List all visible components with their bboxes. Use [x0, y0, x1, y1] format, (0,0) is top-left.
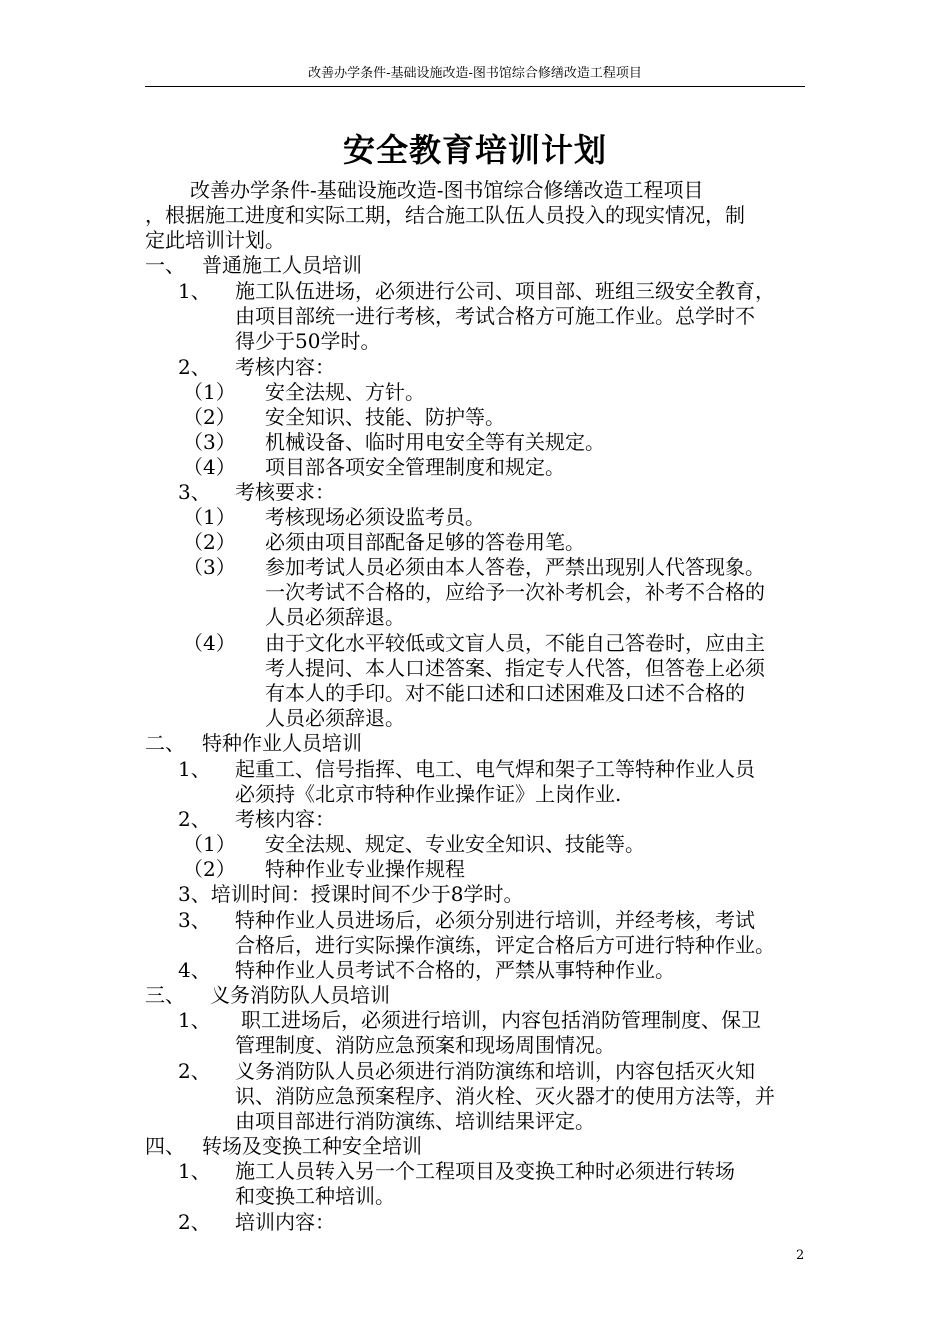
- section-2-number: 二、: [145, 731, 185, 755]
- header-rule: [145, 86, 805, 87]
- section-2-title: 特种作业人员培训: [202, 731, 362, 755]
- s1-item-1-line-2: 由项目部统一进行考核，考试合格方可施工作业。总学时不: [235, 304, 755, 328]
- s1-i2-sub-2-number: （2）: [183, 405, 236, 429]
- s1-i3-sub-3-line-3: 人员必须辞退。: [265, 605, 405, 629]
- s2-i2-sub-1-number: （1）: [183, 832, 236, 856]
- page-header: 改善办学条件-基础设施改造-图书馆综合修缮改造工程项目: [308, 66, 642, 81]
- s1-i3-sub-3-line-2: 一次考试不合格的，应给予一次补考机会，补考不合格的: [265, 580, 765, 604]
- s3-item-2-number: 2、: [178, 1059, 211, 1083]
- s1-i2-sub-4-text: 项目部各项安全管理制度和规定。: [265, 455, 565, 479]
- s3-item-2-line-3: 由项目部进行消防演练、培训结果评定。: [235, 1109, 595, 1133]
- s2-item-1-line-2: 必须持《北京市特种作业操作证》上岗作业.: [235, 782, 622, 806]
- s1-item-3-number: 3、: [178, 480, 211, 504]
- s1-i3-sub-4-line-2: 考人提问、本人口述答案、指定专人代答，但答卷上必须: [265, 656, 765, 680]
- s2-item-2-label: 考核内容：: [235, 807, 335, 831]
- s2-training-time: 3、培训时间：授课时间不少于8学时。: [178, 882, 524, 906]
- s2-item-3-line-1: 特种作业人员进场后，必须分别进行培训，并经考核，考试: [235, 908, 755, 932]
- s1-i2-sub-1-number: （1）: [183, 380, 236, 404]
- s2-item-2-number: 2、: [178, 807, 211, 831]
- section-3-number: 三、: [145, 983, 185, 1007]
- s1-item-2-label: 考核内容：: [235, 355, 335, 379]
- s4-item-2-number: 2、: [178, 1210, 211, 1234]
- s1-i3-sub-3-number: （3）: [183, 555, 236, 579]
- s3-item-1-number: 1、: [178, 1008, 211, 1032]
- s1-i3-sub-4-number: （4）: [183, 631, 236, 655]
- s1-i3-sub-1-text: 考核现场必须设监考员。: [265, 505, 485, 529]
- s1-i2-sub-1-text: 安全法规、方针。: [265, 380, 425, 404]
- s4-item-1-number: 1、: [178, 1159, 211, 1183]
- s1-i3-sub-4-line-3: 有本人的手印。对不能口述和口述困难及口述不合格的: [265, 681, 745, 705]
- s1-i3-sub-4-line-1: 由于文化水平较低或文盲人员，不能自己答卷时，应由主: [265, 631, 765, 655]
- page-number: 2: [796, 1248, 805, 1263]
- s3-item-1-line-2: 管理制度、消防应急预案和现场周围情况。: [235, 1033, 615, 1057]
- s3-item-1-line-1: 职工进场后，必须进行培训，内容包括消防管理制度、保卫: [241, 1008, 761, 1032]
- s1-i3-sub-3-line-1: 参加考试人员必须由本人答卷，严禁出现别人代答现象。: [265, 555, 765, 579]
- s3-item-2-line-1: 义务消防队人员必须进行消防演练和培训，内容包括灭火知: [235, 1059, 755, 1083]
- intro-line-1: 改善办学条件-基础设施改造-图书馆综合修缮改造工程项目: [190, 178, 704, 202]
- s2-i2-sub-1-text: 安全法规、规定、专业安全知识、技能等。: [265, 832, 645, 856]
- s1-i3-sub-2-text: 必须由项目部配备足够的答卷用笔。: [265, 530, 585, 554]
- s1-i2-sub-4-number: （4）: [183, 455, 236, 479]
- s4-item-2-text: 培训内容：: [235, 1210, 335, 1234]
- s1-i3-sub-2-number: （2）: [183, 530, 236, 554]
- section-4-title: 转场及变换工种安全培训: [202, 1134, 422, 1158]
- s1-item-1-line-1: 施工队伍进场，必须进行公司、项目部、班组三级安全教育，: [235, 279, 775, 303]
- s4-item-1-line-2: 和变换工种培训。: [235, 1184, 395, 1208]
- s2-item-4-text: 特种作业人员考试不合格的，严禁从事特种作业。: [235, 958, 675, 982]
- section-4-number: 四、: [145, 1134, 185, 1158]
- s1-i2-sub-3-text: 机械设备、临时用电安全等有关规定。: [265, 430, 605, 454]
- s1-item-2-number: 2、: [178, 355, 211, 379]
- document-title: 安全教育培训计划: [342, 131, 607, 169]
- intro-line-3: 定此培训计划。: [145, 228, 285, 252]
- section-1-number: 一、: [145, 253, 185, 277]
- s1-item-3-label: 考核要求：: [235, 480, 335, 504]
- s1-i2-sub-3-number: （3）: [183, 430, 236, 454]
- section-3-title: 义务消防队人员培训: [210, 983, 390, 1007]
- s1-item-1-number: 1、: [178, 279, 211, 303]
- section-1-title: 普通施工人员培训: [202, 253, 362, 277]
- s3-item-2-line-2: 识、消防应急预案程序、消火栓、灭火器才的使用方法等，并: [235, 1084, 775, 1108]
- intro-line-2: ，根据施工进度和实际工期，结合施工队伍人员投入的现实情况，制: [145, 203, 745, 227]
- s4-item-1-line-1: 施工人员转入另一个工程项目及变换工种时必须进行转场: [235, 1159, 735, 1183]
- s2-i2-sub-2-number: （2）: [183, 857, 236, 881]
- s1-i3-sub-4-line-4: 人员必须辞退。: [265, 706, 405, 730]
- s2-item-4-number: 4、: [178, 958, 211, 982]
- s1-i2-sub-2-text: 安全知识、技能、防护等。: [265, 405, 505, 429]
- s2-i2-sub-2-text: 特种作业专业操作规程: [265, 857, 465, 881]
- s1-item-1-line-3: 得少于50学时。: [235, 329, 381, 353]
- s2-item-3-line-2: 合格后，进行实际操作演练，评定合格后方可进行特种作业。: [235, 933, 775, 957]
- s2-item-1-number: 1、: [178, 757, 211, 781]
- s2-item-3-number: 3、: [178, 908, 211, 932]
- s1-i3-sub-1-number: （1）: [183, 505, 236, 529]
- s2-item-1-line-1: 起重工、信号指挥、电工、电气焊和架子工等特种作业人员: [235, 757, 755, 781]
